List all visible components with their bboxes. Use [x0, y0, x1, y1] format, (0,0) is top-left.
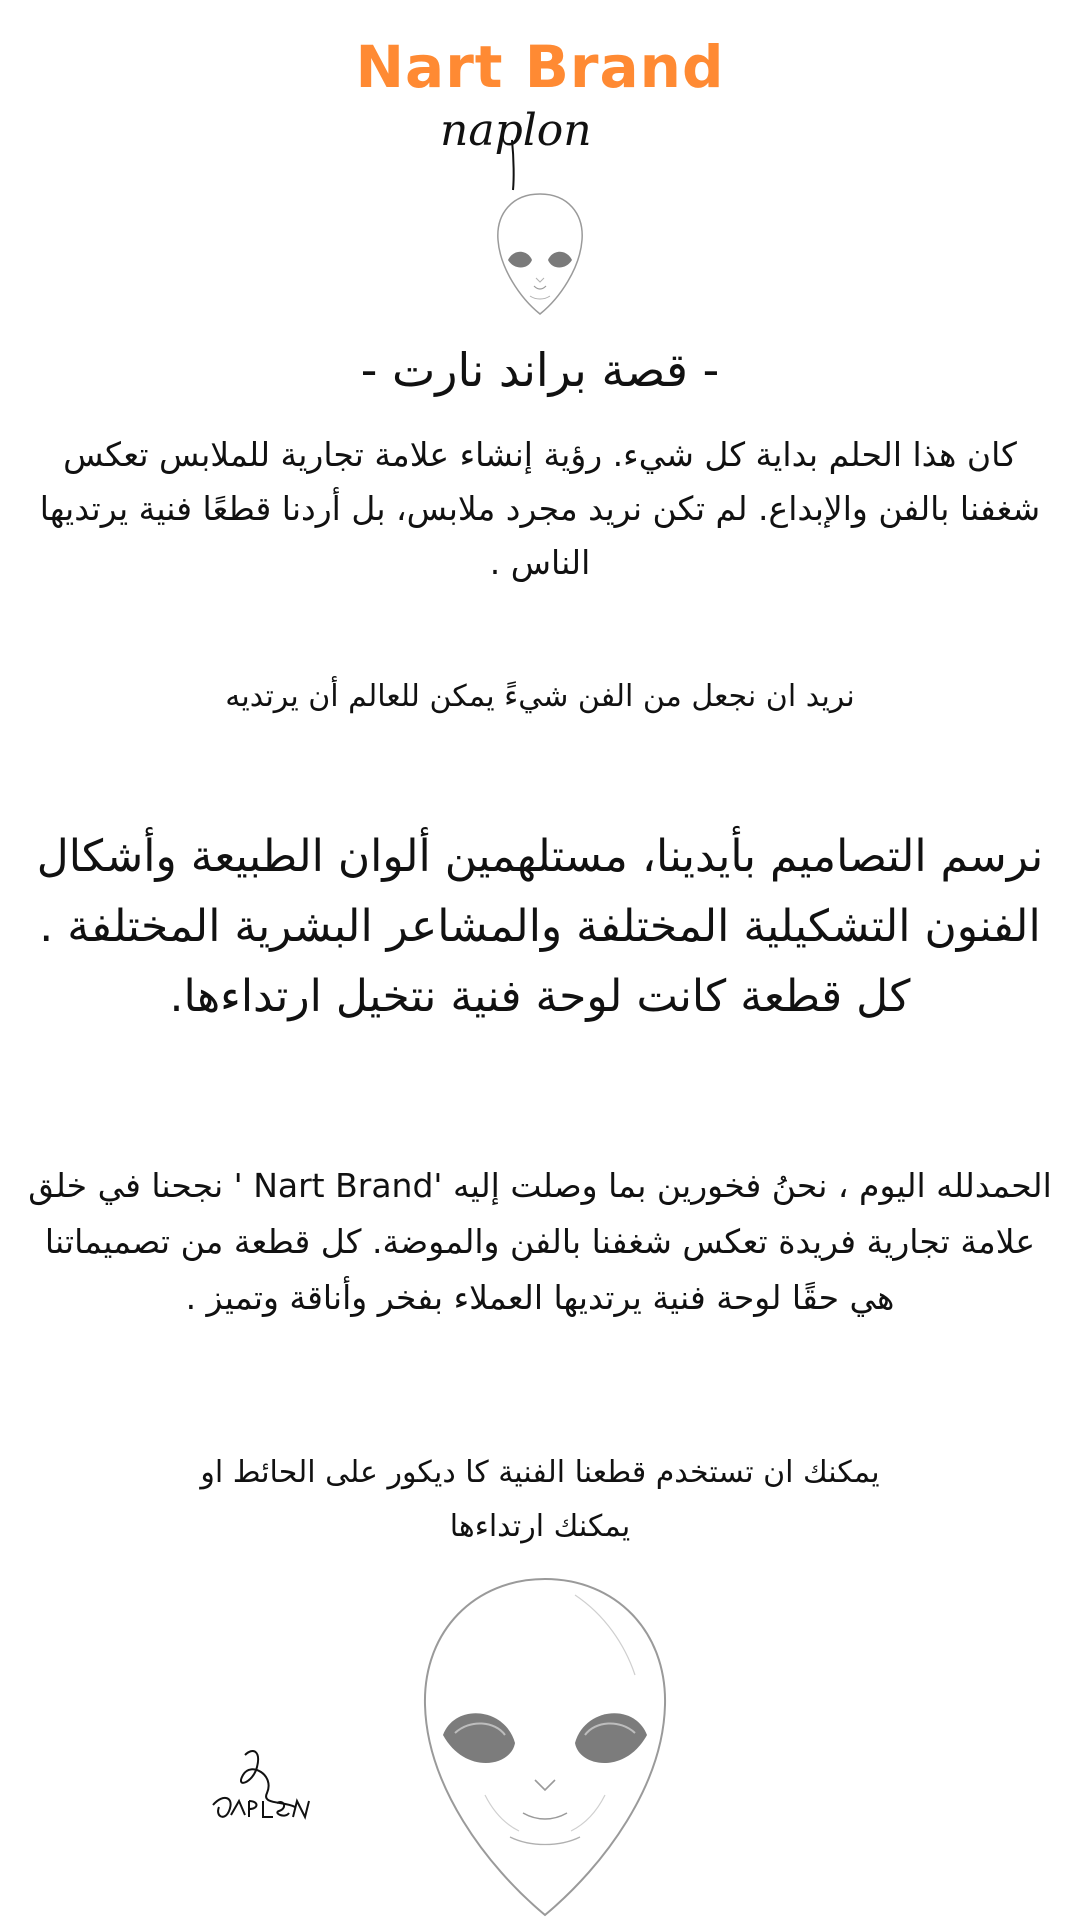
brand-signature	[430, 100, 650, 200]
story-title: - قصة براند نارت -	[360, 343, 720, 397]
brand-title: Nart Brand	[355, 33, 725, 101]
alien-head-icon	[490, 190, 590, 320]
story-paragraph-4: الحمدلله اليوم ، نحنُ فخورين بما وصلت إليه 'Nart Brand ' نجحنا في خلق علامة تجارية فريدة تعكس شغفنا بالفن والموضة. كل قطعة من تصميماتنا هي حقًا لوحة فنية يرتديها العملاء بفخر وأناقة وتميز .	[28, 1166, 1052, 1317]
story-paragraph-3: نرسم التصاميم بأيدينا، مستلهمين ألوان الطبيعة وأشكال الفنون التشكيلية المختلفة والمشاعر البشرية المختلفة . كل قطعة كانت لوحة فنية نتخيل ارتداءها.	[36, 831, 1044, 1022]
story-paragraph-5: يمكنك ان تستخدم قطعنا الفنية كا ديكور على الحائط او يمكنك ارتداءها	[200, 1455, 880, 1544]
story-paragraph-1: كان هذا الحلم بداية كل شيء. رؤية إنشاء علامة تجارية للملابس تعكس شغفنا بالفن والإبداع. لم تكن نريد مجرد ملابس، بل أردنا قطعًا فنية يرتديها الناس .	[39, 435, 1041, 582]
brand-signature-text: naplon	[440, 105, 592, 156]
signature-icon	[205, 1745, 345, 1835]
story-paragraph-2: نريد ان نجعل من الفن شيءً يمكن للعالم أن يرتديه	[225, 679, 855, 714]
alien-head-icon-large	[415, 1575, 675, 1920]
